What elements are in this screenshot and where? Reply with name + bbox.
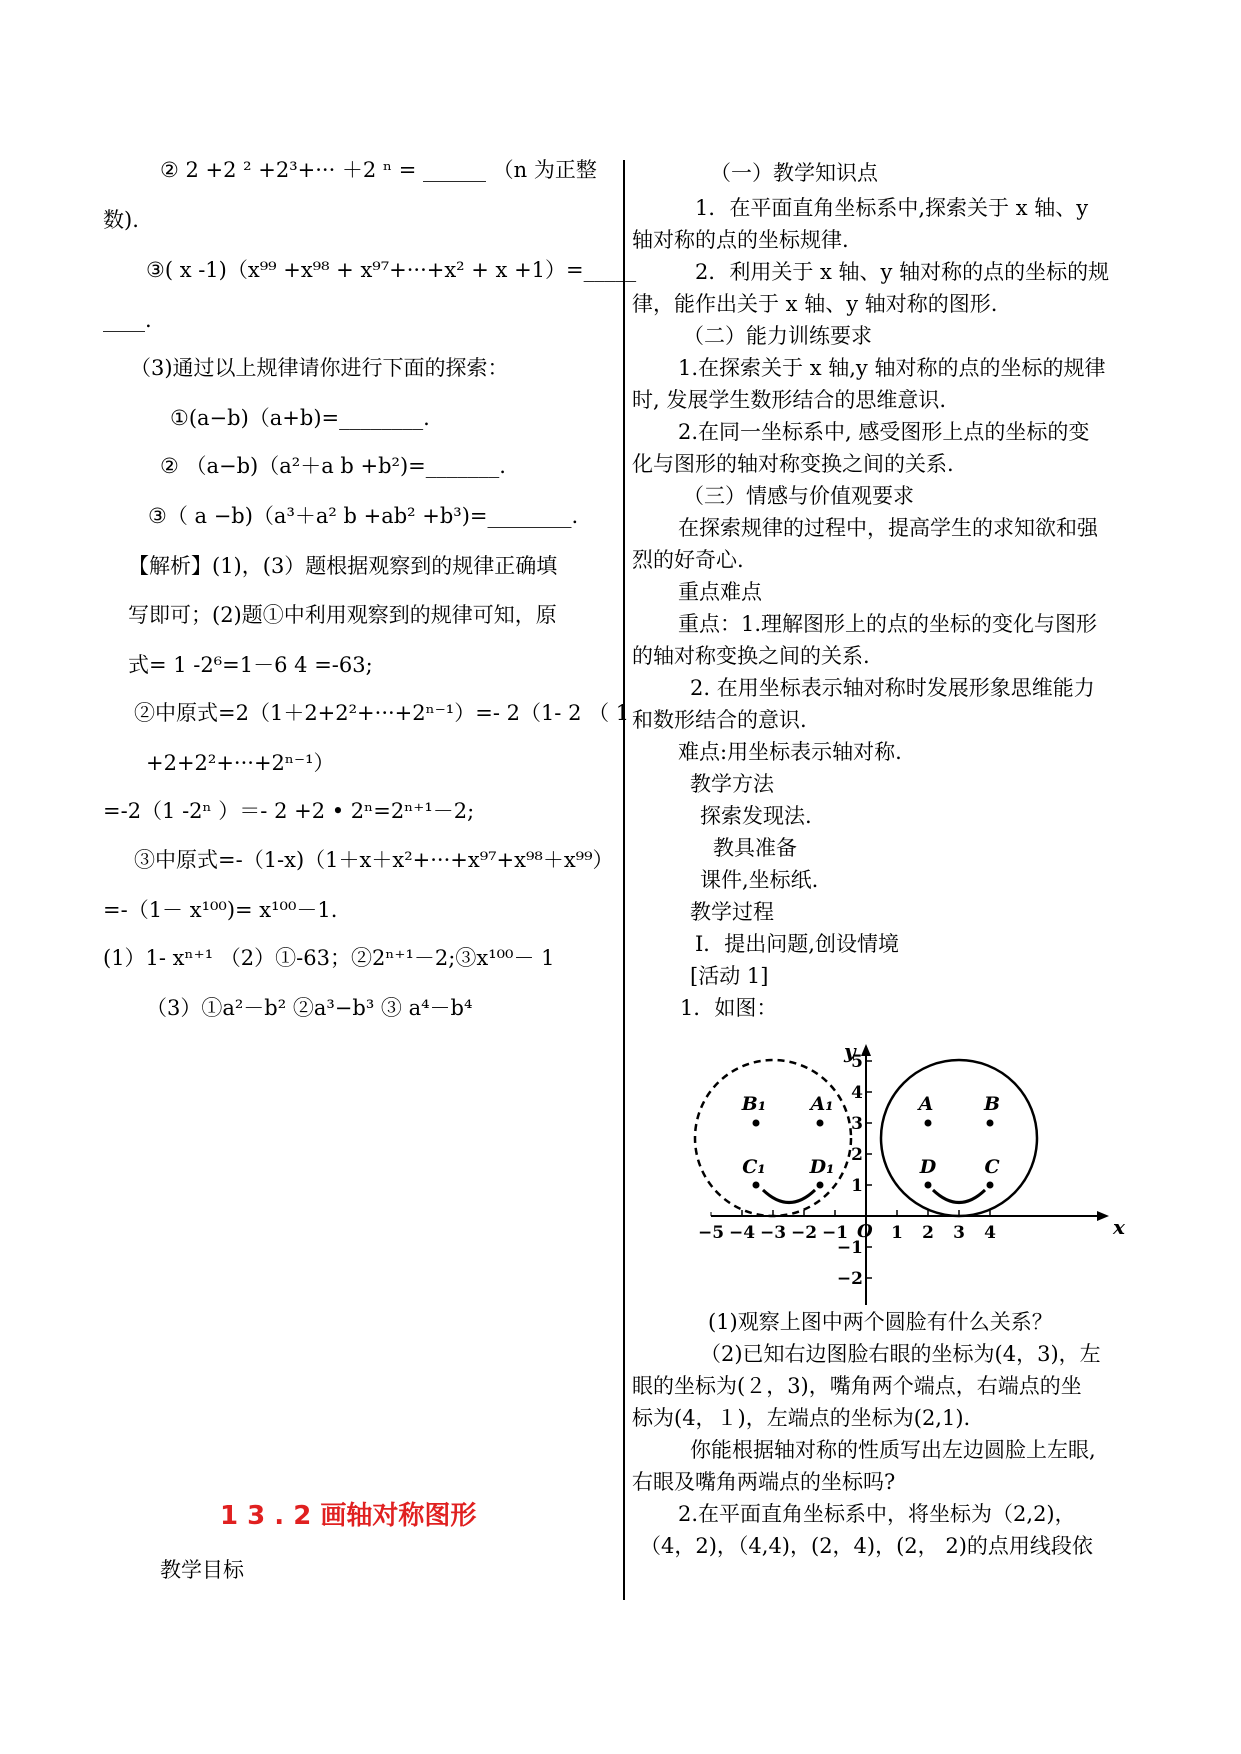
left-text-line: 【解析】(1)，(3）题根据观察到的规律正确填 — [128, 554, 558, 578]
right-text-line: 探索发现法. — [700, 804, 812, 828]
left-text-line: ② （a−b)（a²＋a b +b²)=_______. — [160, 454, 506, 478]
left-text-line: ②中原式=2（1＋2+2²+···+2ⁿ⁻¹）=- 2（1- 2 （ 1 — [134, 701, 630, 725]
right-text-line: （二）能力训练要求 — [683, 324, 872, 348]
y-axis-label: y — [844, 1039, 856, 1063]
left-text-line: =-2（1 -2ⁿ ）＝- 2 +2 • 2ⁿ=2ⁿ⁺¹－2; — [103, 799, 475, 823]
label-A: A — [918, 1093, 934, 1115]
left-text-line: （3)通过以上规律请你进行下面的探索： — [130, 356, 509, 380]
section-heading: 1 3 . 2 画轴对称图形 — [220, 1501, 477, 1531]
right-text-line: Ⅰ．提出问题,创设情境 — [695, 932, 899, 956]
origin-label: O — [857, 1221, 873, 1242]
point-A1 — [817, 1120, 824, 1127]
right-text-line: 你能根据轴对称的性质写出左边圆脸上左眼, — [690, 1438, 1096, 1462]
right-text-line: 化与图形的轴对称变换之间的关系. — [632, 452, 954, 476]
right-text-line: [活动 1] — [690, 964, 769, 988]
y-tick-label: 5 — [851, 1052, 863, 1072]
right-text-line: 重点难点 — [678, 580, 762, 604]
right-text-line: 1．如图： — [680, 996, 778, 1020]
x-axis-label: x — [1113, 1215, 1125, 1239]
left-text-line: 式= 1 -2⁶=1－6 4 =-63; — [128, 653, 373, 677]
point-A — [925, 1120, 932, 1127]
left-text-line: (1）1- xⁿ⁺¹ （2）①-63；②2ⁿ⁺¹－2;③x¹⁰⁰－ 1 — [103, 946, 555, 970]
right-text-line: 和数形结合的意识. — [632, 708, 807, 732]
y-tick-label: −2 — [836, 1269, 863, 1289]
right-text-line: 教学方法 — [690, 772, 774, 796]
point-D — [925, 1182, 932, 1189]
left-text-line: ①(a−b)（a+b)=________. — [170, 406, 430, 430]
right-text-line: 眼的坐标为(２，3)，嘴角两个端点，右端点的坐 — [632, 1374, 1082, 1398]
right-text-line: 教学过程 — [690, 900, 774, 924]
label-B: B — [983, 1093, 1001, 1115]
right-text-line: 课件,坐标纸. — [700, 868, 819, 892]
right-text-line: 在探索规律的过程中，提高学生的求知欲和强 — [678, 516, 1098, 540]
right-text-line: 2.在同一坐标系中, 感受图形上点的坐标的变 — [678, 420, 1090, 444]
left-face-mouth — [763, 1190, 815, 1203]
left-text-line: 数). — [103, 208, 139, 232]
x-tick-label: 3 — [953, 1223, 965, 1243]
label-C: C — [984, 1156, 1000, 1178]
right-face-circle — [881, 1060, 1037, 1216]
right-text-line: 轴对称的点的坐标规律. — [632, 228, 849, 252]
left-text-line: +2+2²+···+2ⁿ⁻¹） — [146, 751, 335, 775]
x-tick-label: −1 — [821, 1223, 849, 1243]
right-text-line: 难点:用坐标表示轴对称. — [678, 740, 902, 764]
label-A1: A₁ — [810, 1093, 834, 1115]
right-text-line: 教具准备 — [713, 836, 797, 860]
label-D: D — [919, 1156, 937, 1178]
right-text-line: 烈的好奇心. — [632, 548, 744, 572]
left-text-line: ② 2 +2 ² +2³+··· ＋2 ⁿ = ______ （n 为正整 — [160, 158, 597, 182]
left-text-line: ____. — [103, 308, 152, 332]
right-text-line: (1)观察上图中两个圆脸有什么关系？ — [708, 1310, 1053, 1334]
y-tick-label: 4 — [851, 1083, 863, 1103]
left-text-line: 写即可；(2)题①中利用观察到的规律可知，原 — [128, 603, 557, 627]
y-tick-label: 3 — [851, 1114, 863, 1134]
point-B — [987, 1120, 994, 1127]
x-tick-label: −3 — [759, 1223, 787, 1243]
x-tick-label: 4 — [984, 1223, 996, 1243]
point-C1 — [753, 1182, 760, 1189]
right-text-line: 2. 在用坐标表示轴对称时发展形象思维能力 — [690, 676, 1095, 700]
right-text-line: 标为(4，１)，左端点的坐标为(2,1). — [632, 1406, 971, 1430]
right-text-line: 2．利用关于 x 轴、y 轴对称的点的坐标的规 — [695, 260, 1110, 284]
right-text-line: 右眼及嘴角两端点的坐标吗? — [632, 1470, 896, 1494]
coordinate-figure — [697, 1039, 1131, 1310]
x-tick-label: −4 — [728, 1223, 756, 1243]
y-tick-label: 2 — [851, 1145, 863, 1165]
left-face-circle — [695, 1060, 851, 1216]
point-D1 — [817, 1182, 824, 1189]
x-tick-label: 2 — [922, 1223, 934, 1243]
point-C — [987, 1182, 994, 1189]
y-tick-label: −1 — [836, 1238, 863, 1258]
y-tick-label: 1 — [851, 1176, 863, 1196]
x-tick-label: −2 — [790, 1223, 818, 1243]
right-text-line: 2.在平面直角坐标系中，将坐标为（2,2)， — [678, 1502, 1076, 1526]
left-text-line: =-（1－ x¹⁰⁰)= x¹⁰⁰－1. — [103, 898, 338, 922]
point-B1 — [753, 1120, 760, 1127]
label-C1: C₁ — [742, 1156, 766, 1178]
right-text-line: 时, 发展学生数形结合的思维意识. — [632, 388, 947, 412]
left-text-line: （3）①a²－b² ②a³−b³ ③ a⁴－b⁴ — [146, 996, 473, 1020]
right-text-line: 的轴对称变换之间的关系. — [632, 644, 870, 668]
right-text-line: （2)已知右边图脸右眼的坐标为(4，3)，左 — [700, 1342, 1101, 1366]
column-divider — [623, 160, 625, 1600]
right-text-line: 1．在平面直角坐标系中,探索关于 x 轴、y — [695, 196, 1089, 220]
right-face-mouth — [933, 1190, 985, 1203]
label-B1: B₁ — [741, 1093, 767, 1115]
x-tick-label: −5 — [697, 1223, 725, 1243]
section-subheading: 教学目标 — [160, 1558, 244, 1582]
right-text-line: 律，能作出关于 x 轴、y 轴对称的图形. — [632, 292, 998, 316]
left-text-line: ③中原式=-（1-x)（1＋x＋x²+···+x⁹⁷+x⁹⁸＋x⁹⁹） — [134, 848, 614, 872]
right-text-line: 重点：1.理解图形上的点的坐标的变化与图形 — [678, 612, 1098, 636]
right-text-line: （一）教学知识点 — [710, 161, 878, 185]
left-text-line: ③（ a −b)（a³＋a² b +ab² +b³)=________. — [148, 504, 579, 528]
right-text-line: （三）情感与价值观要求 — [683, 484, 914, 508]
x-tick-label: 1 — [891, 1223, 903, 1243]
right-text-line: （4，2)，（4,4)，(2，4)，(2， 2)的点用线段依 — [640, 1534, 1093, 1558]
left-text-line: ③( x -1)（x⁹⁹ +x⁹⁸ + x⁹⁷+···+x² + x +1）=_____ — [146, 258, 637, 282]
label-D1: D₁ — [809, 1156, 835, 1178]
right-text-line: 1.在探索关于 x 轴,y 轴对称的点的坐标的规律 — [678, 356, 1106, 380]
x-axis-arrow — [1097, 1211, 1109, 1221]
